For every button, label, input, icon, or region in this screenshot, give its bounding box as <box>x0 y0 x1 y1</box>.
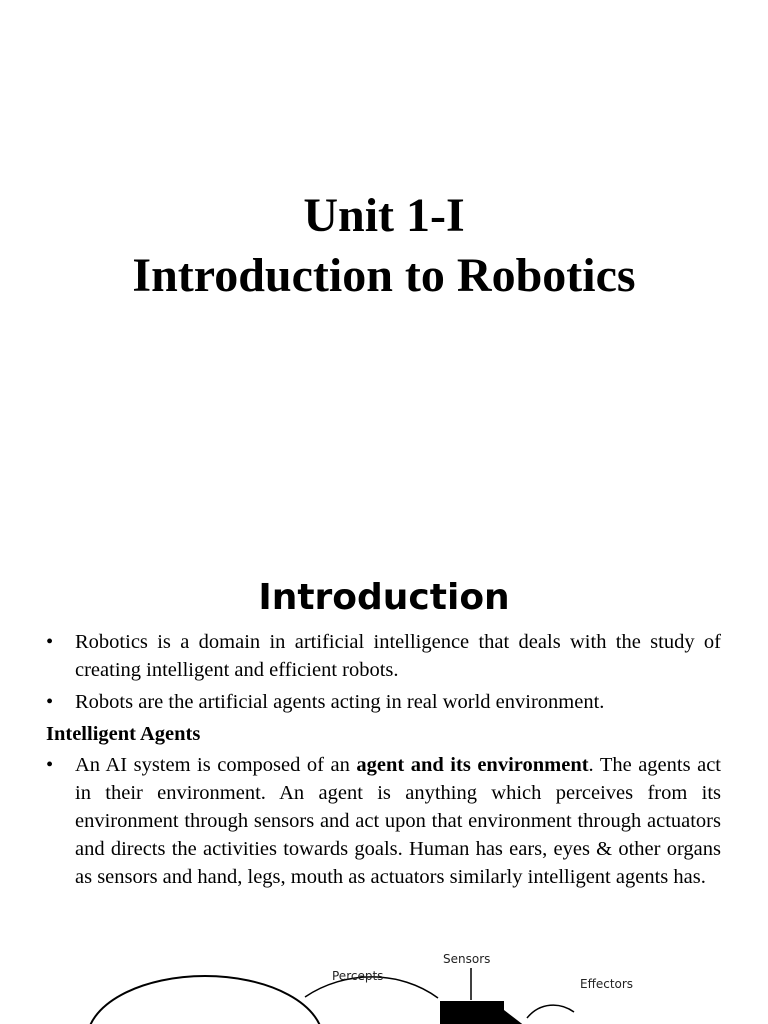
bullet-item <box>46 628 721 684</box>
title-line-topic: Introduction to Robotics <box>132 249 636 302</box>
effectors-label: Effectors <box>580 977 634 991</box>
bullet-text-pre: An AI system is composed of an <box>75 754 357 776</box>
bullet-glyph: • <box>46 631 54 653</box>
bullet-item <box>46 751 721 891</box>
bullet-text: Robotics is a domain in artificial intelligence that deals with the study of creating intelligent and efficient robots. <box>75 631 721 681</box>
bullet-text-post: . The agents act in their environment. An agent is anything which perceives from its environment through sensors and act upon that environment through actuators and directs the activities towards goals. Human has ears, eyes & other organs as sensors and hand, legs, mouth as actuators similarly intelligent agents has. <box>75 754 721 888</box>
agent-arrow-head <box>504 1010 530 1024</box>
percepts-label: Percepts <box>332 969 384 983</box>
environment-ellipse <box>87 976 323 1024</box>
subheading-intelligent-agents: Intelligent Agents <box>46 723 201 745</box>
bullet-glyph: • <box>46 754 54 776</box>
title-line-unit: Unit 1-I <box>303 189 465 242</box>
slide-heading: Introduction <box>258 577 510 618</box>
agent-box <box>440 1001 504 1024</box>
slide-title <box>0 186 768 306</box>
agent-environment-diagram <box>0 940 768 1024</box>
bullet-text-bold: agent and its environment <box>356 754 589 776</box>
bullet-item <box>46 688 721 716</box>
bullet-glyph: • <box>46 691 54 713</box>
sensors-label: Sensors <box>443 952 491 966</box>
introduction-slide <box>0 560 768 1024</box>
bullet-text: Robots are the artificial agents acting in real world environment. <box>75 691 605 713</box>
effectors-arrow <box>527 1005 574 1018</box>
slide-body <box>46 628 721 895</box>
